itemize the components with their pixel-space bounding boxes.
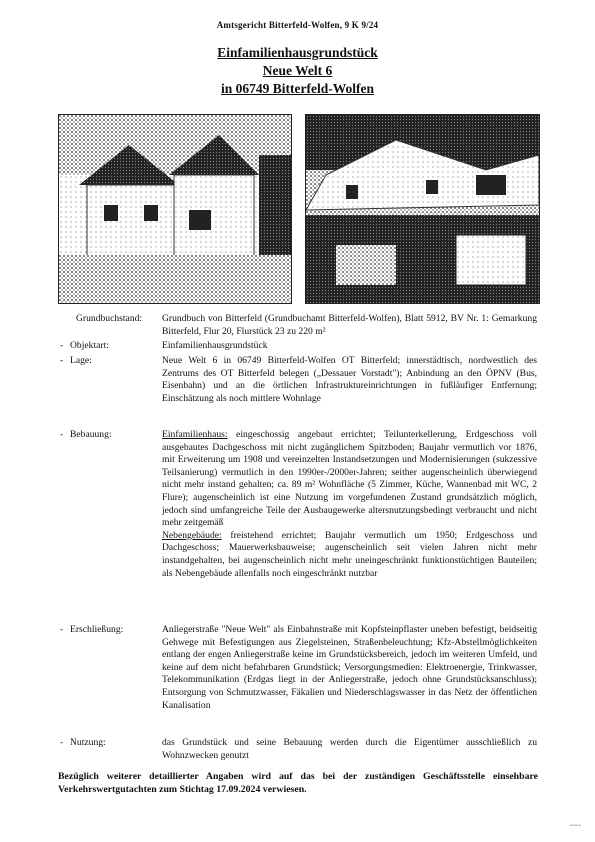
document-title: Einfamilienhausgrundstück bbox=[217, 45, 378, 60]
case-header: Amtsgericht Bitterfeld-Wolfen, 9 K 9/24 bbox=[216, 20, 379, 30]
value-grundbuch: Grundbuch von Bitterfeld (Grundbuchamt Bitterfeld-Wolfen), Blatt 5912, BV Nr. 1: Gemarkung Bitterfeld, Flur 20, Flurstück 23 zu 220 m² bbox=[162, 313, 537, 337]
label-bebauung: - Bebauung: bbox=[60, 429, 156, 442]
heading-nebengebaeude: Nebengebäude: bbox=[162, 529, 222, 541]
label-objektart: - Objektart: bbox=[60, 340, 156, 353]
label-lage: - Lage: bbox=[60, 355, 156, 368]
value-erschliessung: Anliegerstraße "Neue Welt" als Einbahnstraße mit Kopfsteinpflaster uneben befestigt, beidseitig Gehwege mit Befestigungen aus Ziegelsteinen, Straßenbeleuchtung; Kfz-Abstellmöglichkeiten entlang der engen Anliegerstraße keine im Grundstücksbereich, jedoch im weiteren Umfeld, und keine auf dem nicht befahrbaren Grundstück; Versorgungsmedien: Elektroenergie, Trinkwasser, Telekommunikation (Erdgas liegt in der Anliegerstraße, jedoch ohne Grundstücksanschluss); Entsorgung von Schmutzwasser, Fäkalien und Niederschlagswasser in das Netz der öffentlichen Kanalisation bbox=[162, 624, 537, 711]
address-street: Neue Welt 6 bbox=[262, 63, 333, 78]
address-city: in 06749 Bitterfeld-Wolfen bbox=[221, 81, 374, 96]
text-nebengebaeude: freistehend errichtet; Baujahr vermutlich um 1950; Erdgeschoss und Dachgeschoss; Mauerwerksbauweise; augenscheinlich seit vielen Jahren nicht mehr instandgehalten, bei augenscheinlich nicht mehr uneingeschränkt funktionstüchtigen Bauteilen; als Nebengebäude allenfalls noch eingeschränkt nutzbar bbox=[162, 529, 537, 579]
house-exterior-photo bbox=[58, 114, 292, 304]
label-erschliessung: - Erschließung: bbox=[60, 624, 156, 637]
value-nutzung: das Grundstück und seine Bebauung werden durch die Eigentümer ausschließlich zu Wohnzwecken genutzt bbox=[162, 737, 537, 761]
label-grundbuch: Grundbuchstand: bbox=[76, 313, 143, 324]
value-bebauung bbox=[162, 429, 537, 580]
bebauung-nebengebaeude bbox=[162, 530, 537, 580]
value-lage: Neue Welt 6 in 06749 Bitterfeld-Wolfen OT Bitterfeld; innerstädtisch, nordwestlich des Zentrums des OT Bitterfeld belegen („Dessauer Vorstadt"); Anbindung an den ÖPNV (Bus, Eisenbahn) und an die örtlichen Infrastruktureinrichtungen in fußläufiger Entfernung; Einschätzung als noch mittlere Wohnlage bbox=[162, 355, 537, 404]
label-nutzung: - Nutzung: bbox=[60, 737, 156, 750]
text-einfamilienhaus: eingeschossig angebaut errichtet; Teilunterkellerung, Erdgeschoss voll ausgebautes Dachgeschoss mit nicht zugänglichem Spitzboden; Baujahr vermutlich vor 1876, mit Erweiterung um 1908 und vereinzelten Instandsetzungen und Modernisierungen (sukzessive Teilsanierung) vermutlich in den 1990er-/2000er-Jahren; seither augenscheinlich überwiegend nicht mehr instand gehalten; ca. 89 m² Wohnfläche (5 Zimmer, Küche, Wannenbad mit WC, 2 Flure); augenscheinlich ist eine Nutzung im vorgefundenen Zustand grundsätzlich möglich, jedoch sind umfangreiche Teile der Ausbaugewerke altersnutzungsbedingt verbraucht und nicht mehr zeitgemäß bbox=[162, 429, 537, 529]
yard-photo bbox=[305, 114, 540, 304]
value-objektart: Einfamilienhausgrundstück bbox=[162, 340, 268, 351]
page-mark: ~~~ bbox=[569, 822, 581, 830]
reference-note: Bezüglich weiterer detaillierter Angaben wird auf das bei der zuständigen Geschäftsstelle einsehbare Verkehrswertgutachten zum Stichtag 17.09.2024 verwiesen. bbox=[58, 771, 538, 795]
heading-einfamilienhaus: Einfamilienhaus: bbox=[162, 429, 228, 440]
bebauung-einfamilienhaus bbox=[162, 429, 537, 530]
